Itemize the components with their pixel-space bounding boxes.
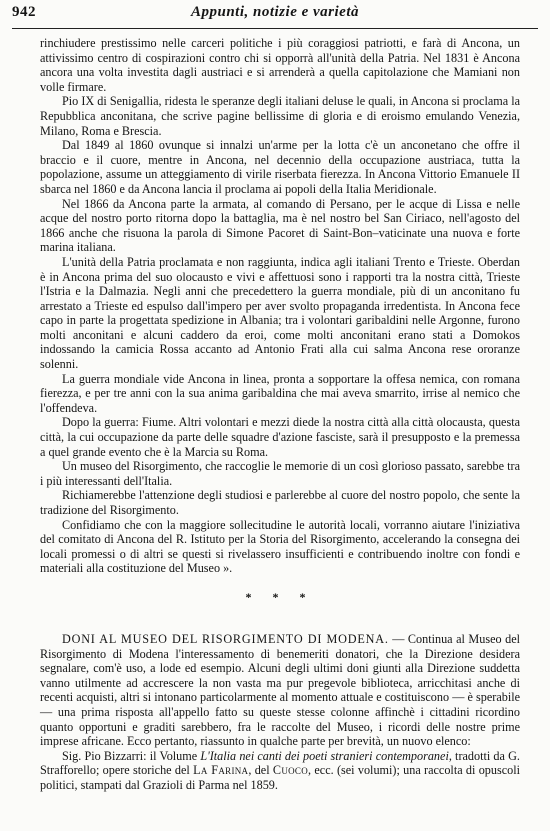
paragraph: Dopo la guerra: Fiume. Altri volontari e mezzi diede la nostra città alla città olocausta, questa città, la cui occupazione da parte delle squadre d'azione fasciste, sarà il presupposto e la premessa a quel grande evento che è la Marcia su Roma. bbox=[40, 415, 520, 459]
entry-author: Cuoco bbox=[272, 763, 309, 778]
doni-heading: DONI AL MUSEO DEL RISORGIMENTO DI MODENA. bbox=[62, 632, 389, 646]
paragraph: Dal 1849 al 1860 ovunque si innalzi un'arme per la lotta c'è un anconetano che offre il braccio e il cuore, mentre in Ancona, nel decennio della occupazione austriaca, tutta la popolazione, assume un atteggiamento di virile riserbata fierezza. In Ancona Vittorio Emanuele II sbarca nel 1860 e da Ancona lancia il proclama ai popoli della Italia Meridionale. bbox=[40, 138, 520, 196]
paragraph: L'unità della Patria proclamata e non raggiunta, indica agli italiani Trento e Trieste. Oberdan è in Ancona prima del suo olocausto e vivi e affettuosi sono i rapporti tra la nostra città, Trieste l'Istria e la Dalmazia. Negli anni che precedettero la guerra mondiale, più di un anconitano fu arrestato a Trieste ed espulso dall'impero per aver svolto propaganda irredentista. In Ancona fece capo in parte la progettata spedizione in Albania; tra i volontari garibaldini nelle Argonne, furono molti anconitani e alcuni caddero da eroi, come molti anconitani erano stati a Domokos indossando la camicia Rossa accanto ad Antonio Frati alla cui salma Ancona rese ororanze solenni. bbox=[40, 254, 520, 372]
entry-author: La Farina bbox=[193, 763, 249, 778]
section-separator: * * * bbox=[245, 589, 315, 604]
paragraph: Richiamerebbe l'attenzione degli studiosi e parlerebbe al cuore del nostro popolo, che sente la tradizione del Risorgimento. bbox=[40, 488, 520, 517]
page-number: 942 bbox=[12, 4, 36, 20]
entry-tail: , ecc. (sei volumi); una raccolta di opuscoli politici, stampati dal Grazioli di Parma nel 1859. bbox=[40, 763, 520, 792]
doni-paragraph bbox=[40, 632, 520, 749]
entry-lead: Sig. Pio Bizzarri: il Volume bbox=[62, 748, 201, 763]
header-rule bbox=[12, 28, 538, 29]
paragraph: La guerra mondiale vide Ancona in linea, pronta a sopportare la offesa nemica, con romana fierezza, e per tre anni con la sua anima garibaldina che mai aveva smarrito, irrise al nemico che l'offendeva. bbox=[40, 371, 520, 415]
doni-entry bbox=[40, 749, 520, 793]
paragraph: Nel 1866 da Ancona parte la armata, al comando di Persano, per le acque di Lissa e nelle acque del nostro porto ritorna dopo la battaglia, ma è nel nostro bel San Ciriaco, nell'agosto del 1866 anche che risuona la parola di Simone Pacoret di Saint-Bon–vaticinate una nuova e forte marina italiana. bbox=[40, 196, 520, 255]
paragraph: rinchiudere prestissimo nelle carceri politiche i più coraggiosi patriotti, e farà di Ancona, un attivissimo centro di cospirazioni contro chi si opporrà all'unità della Patria. Nel 1831 è Ancona ancora una volta investita dagli austriaci e si arrenderà a quella capitolazione che Mamiani non volle firmare. bbox=[40, 36, 520, 94]
paragraph: Pio IX di Senigallia, ridesta le speranze degli italiani deluse le quali, in Ancona si proclama la Repubblica anconitana, che scrive pagine bellissime di gloria e di eroismo emulando Venezia, Milano, Roma e Brescia. bbox=[40, 94, 520, 138]
running-title: Appunti, notizie e varietà bbox=[190, 4, 359, 20]
entry-mid: , del bbox=[248, 763, 273, 778]
entry-title: L'Italia nei canti dei poeti stranieri contemporanei bbox=[200, 748, 449, 763]
paragraph: Un museo del Risorgimento, che raccoglie le memorie di un così glorioso passato, sarebbe tra i più interessanti dell'Italia. bbox=[40, 459, 520, 488]
paragraph: Confidiamo che con la maggiore sollecitudine le autorità locali, vorranno aiutare l'iniziativa del comitato di Ancona del R. Istituto per la Storia del Risorgimento, accelerando la consegna dei locali promessi o di altri se questi si rivelassero insufficienti e contribuendo inoltre con fondi e materiali alla costituzione del Museo ». bbox=[40, 517, 520, 576]
entry-mid: , tradotti da G. Strafforello; opere storiche del bbox=[40, 748, 520, 778]
doni-intro: — Continua al Museo del Risorgimento di Modena l'interessamento di benemeriti donatori, che la Direzione desidera segnalare, com'è uso, a lode ed esempio. Alcuni degli ultimi doni giunti alla Direzione suddetta vanno utilmente ad accrescere la non vasta ma pur pregevole biblioteca, arricchitasi anche di recenti acquisti, altri si intonano particolarmente al momento attuale e costituiscono — è sperabile — una prima risposta all'appello fatto su queste stesse colonne affinchè i cittadini ricordino quanto opportuni e graditi sarebbero, fra le raccolte del Museo, i ricordi delle nostre prime imprese africane. Ecco pertanto, riassunto in qualche parte per brevità, un nuovo elenco: bbox=[40, 632, 521, 749]
doni-section bbox=[40, 632, 520, 793]
article-body bbox=[40, 36, 520, 613]
page-header bbox=[12, 4, 538, 26]
